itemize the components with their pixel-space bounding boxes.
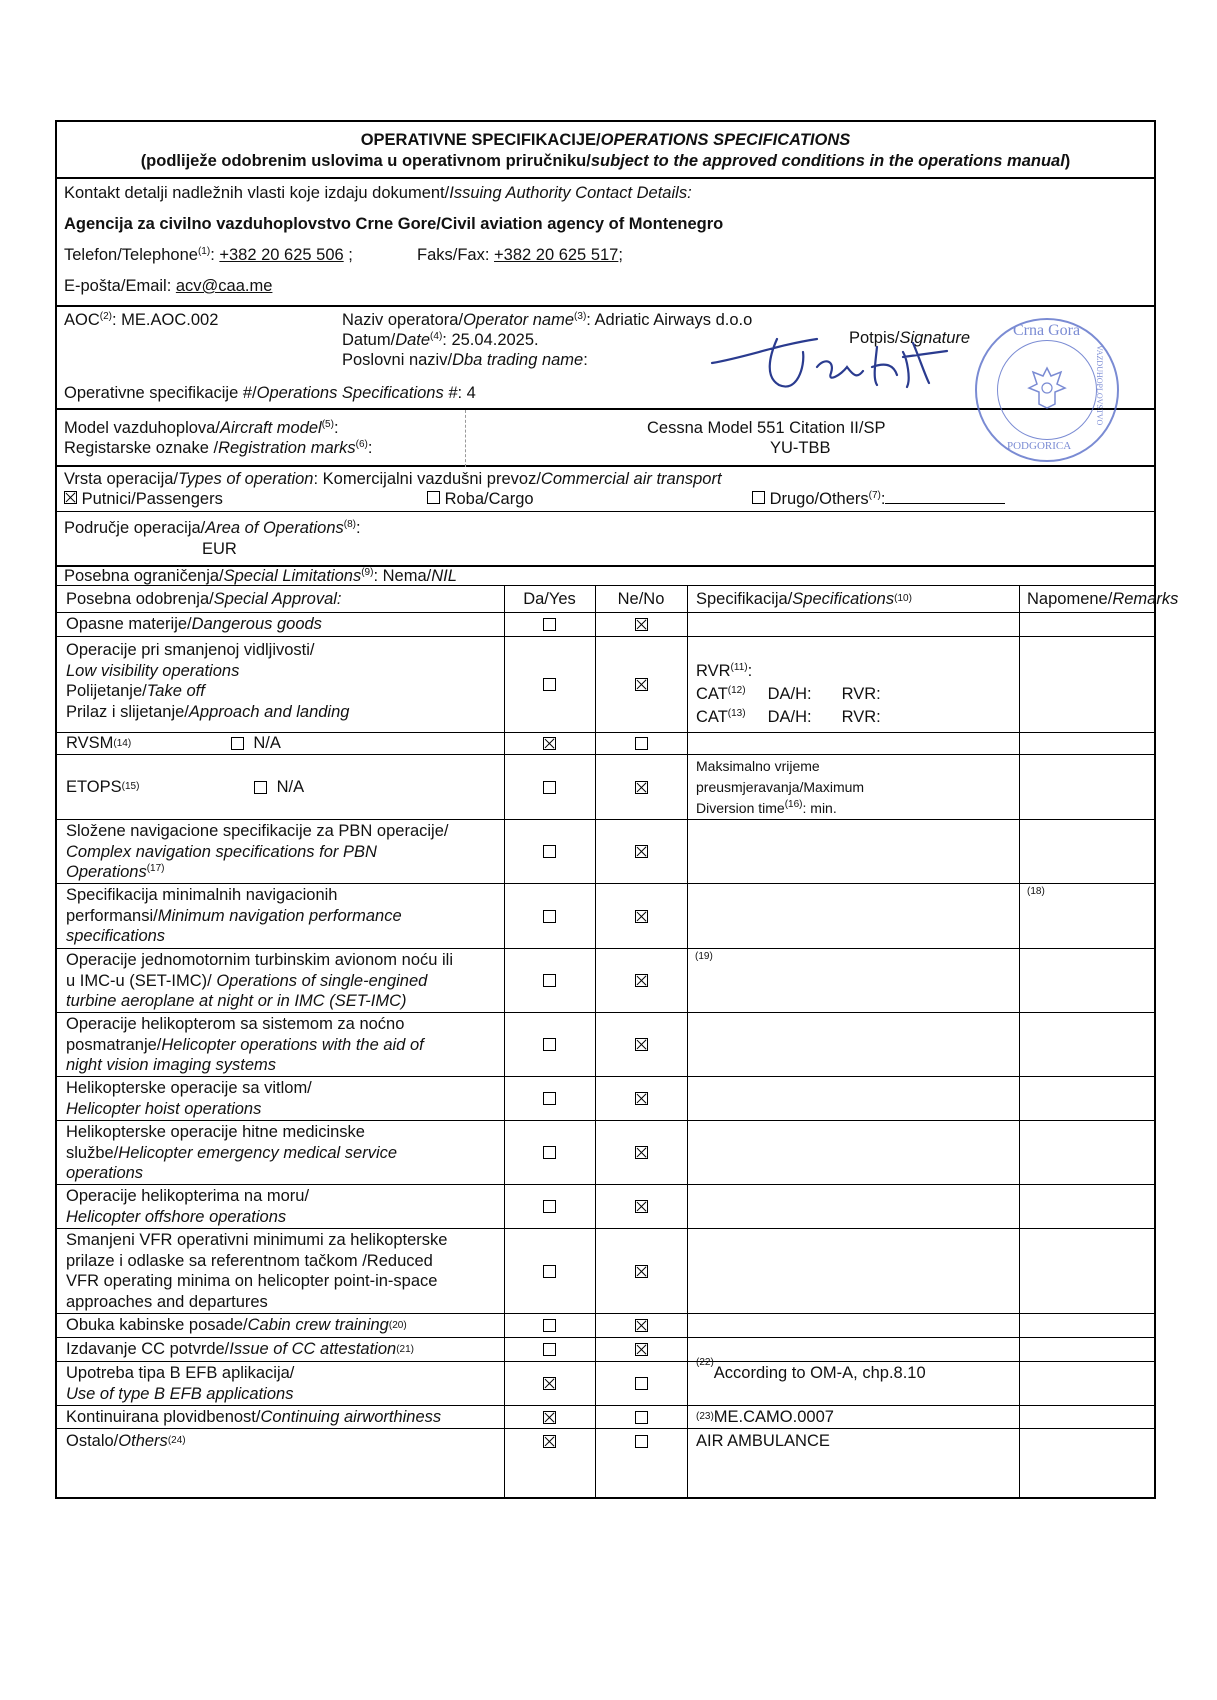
checkbox-checked-icon xyxy=(543,1435,556,1448)
others-checkbox-icon xyxy=(752,491,765,504)
email-link[interactable]: acv@caa.me xyxy=(175,277,273,295)
no-cell[interactable] xyxy=(595,884,687,948)
header-special-approval: Posebna odobrenja/ Special Approval: xyxy=(66,589,342,608)
approval-label: Ostalo/ Others (24) xyxy=(66,1431,186,1450)
checkbox-empty-icon xyxy=(635,1377,648,1390)
checkbox-empty-icon xyxy=(635,737,648,750)
approval-label xyxy=(57,1362,504,1405)
approval-line: Use of type B EFB applications xyxy=(66,1384,294,1403)
checkbox-checked-icon xyxy=(635,1092,648,1105)
approval-line: Smanjeni VFR operativni minimumi za helikopterske xyxy=(66,1231,448,1249)
table-row xyxy=(57,1121,1154,1185)
checkbox-empty-icon xyxy=(543,678,556,691)
approval-line: posmatranje/Helicopter operations with the aid of xyxy=(66,1035,424,1054)
yes-cell[interactable] xyxy=(504,1362,595,1405)
opspec-line: Operativne specifikacije #/Operations Specifications #: 4 xyxy=(64,384,476,402)
header-yes: Da/Yes xyxy=(523,590,576,608)
approval-line: Upotreba tipa B EFB aplikacija/ xyxy=(66,1364,295,1382)
table-row xyxy=(57,733,1154,755)
approval-line: Operacije pri smanjenoj vidljivosti/ xyxy=(66,641,315,659)
table-row xyxy=(57,1185,1154,1229)
table-row xyxy=(57,1229,1154,1314)
passengers-option[interactable]: Putnici/Passengers xyxy=(64,489,223,509)
eagle-emblem-icon xyxy=(1025,364,1069,412)
approval-line: turbine aeroplane at night or in IMC (SET-IMC) xyxy=(66,992,407,1010)
approval-line: operations xyxy=(66,1164,144,1182)
authority-contact-label: Kontakt detalji nadležnih vlasti koje izdaju dokument/Issuing Authority Contact Details: xyxy=(64,184,692,202)
checkbox-checked-icon xyxy=(635,1200,648,1213)
approval-line: approaches and departures xyxy=(66,1292,268,1311)
no-cell[interactable] xyxy=(595,755,687,819)
specification-cell: (22) According to OM-A, chp.8.10 xyxy=(696,1357,926,1382)
fax-link[interactable]: +382 20 625 517 xyxy=(494,246,619,264)
checkbox-checked-icon xyxy=(635,845,648,858)
no-cell[interactable] xyxy=(595,1185,687,1228)
approval-label xyxy=(57,637,504,732)
approval-label xyxy=(57,884,504,948)
no-cell[interactable] xyxy=(595,1013,687,1076)
spec-line: Maksimalno vrijeme xyxy=(696,758,820,774)
checkbox-empty-icon xyxy=(543,1146,556,1159)
checkbox-checked-icon xyxy=(543,1411,556,1424)
checkbox-empty-icon xyxy=(543,618,556,631)
yes-cell[interactable] xyxy=(504,1429,595,1453)
approval-line: Operacije jednomotornim turbinskim avionom noću ili xyxy=(66,951,454,969)
yes-cell[interactable] xyxy=(504,1077,595,1120)
table-row xyxy=(57,1314,1154,1338)
specification-cell: AIR AMBULANCE xyxy=(696,1431,830,1450)
approval-label xyxy=(57,1121,504,1184)
yes-cell[interactable] xyxy=(504,820,595,883)
table-row xyxy=(57,1077,1154,1121)
no-cell[interactable] xyxy=(595,613,687,636)
registration-label: Registarske oznake /Registration marks$^{(6)}$: xyxy=(64,439,373,457)
others-blank-line xyxy=(885,489,1005,504)
yes-cell[interactable] xyxy=(504,1406,595,1428)
authority-section xyxy=(57,179,1154,307)
area-section xyxy=(57,512,1154,567)
approval-label xyxy=(57,820,504,883)
approval-line: Low visibility operations xyxy=(66,661,240,680)
no-cell[interactable] xyxy=(595,1406,687,1428)
phone-line: Telefon/Telephone$^{(1)}$: +382 20 625 506 ; xyxy=(64,246,353,264)
no-cell[interactable] xyxy=(595,1314,687,1337)
no-cell[interactable] xyxy=(595,637,687,732)
approval-line: u IMC-u (SET-IMC)/ Operations of single-engined xyxy=(66,971,428,990)
yes-cell[interactable] xyxy=(504,613,595,636)
approval-line: specifications xyxy=(66,927,166,945)
table-row xyxy=(57,884,1154,949)
table-row xyxy=(57,613,1154,637)
signature-label: Potpis/Signature xyxy=(849,329,971,347)
checkbox-empty-icon xyxy=(635,1411,648,1424)
yes-cell[interactable] xyxy=(504,1013,595,1076)
phone-link[interactable]: +382 20 625 506 xyxy=(219,246,344,264)
specification-cell: (23) ME.CAMO.0007 xyxy=(696,1407,834,1426)
aircraft-model-label: Model vazduhoplova/Aircraft model$^{(5)}$: xyxy=(64,419,339,437)
checkbox-checked-icon xyxy=(543,1377,556,1390)
checkbox-checked-icon xyxy=(635,1343,648,1356)
checkbox-empty-icon xyxy=(543,781,556,794)
no-cell[interactable] xyxy=(595,1429,687,1453)
approval-label xyxy=(57,1229,504,1313)
yes-cell[interactable] xyxy=(504,1338,595,1361)
table-row xyxy=(57,1406,1154,1429)
table-row xyxy=(57,820,1154,884)
stamp-side-text: VAZDUHOPLOVSTVO xyxy=(1095,345,1104,426)
limitations-section xyxy=(57,567,1154,586)
approval-label xyxy=(57,1013,504,1076)
yes-cell[interactable] xyxy=(504,1185,595,1228)
aircraft-model-value: Cessna Model 551 Citation II/SP xyxy=(647,419,886,437)
checkbox-empty-icon xyxy=(543,845,556,858)
approval-line: Helikopterske operacije hitne medicinske xyxy=(66,1123,365,1141)
no-cell[interactable] xyxy=(595,1121,687,1184)
spec-reference: (19) xyxy=(695,951,713,962)
header-remarks: Napomene/ Remarks xyxy=(1027,589,1179,608)
specification-cell xyxy=(687,637,1019,732)
checkbox-empty-icon xyxy=(543,910,556,923)
form-subtitle: (podliježe odobrenim uslovima u operativnom priručniku/subject to the approved conditions in the operations manual) xyxy=(140,152,1071,170)
operator-name-line: Naziv operatora/Operator name$^{(3)}$: Adriatic Airways d.o.o xyxy=(342,311,753,329)
checkbox-checked-icon xyxy=(635,1319,648,1332)
cat-line: CAT$^{(12)}$ DA/H: RVR: xyxy=(696,685,881,703)
cargo-option[interactable]: Roba/Cargo xyxy=(427,489,534,509)
approval-line: Prilaz i slijetanje/Approach and landing xyxy=(66,702,350,721)
table-row xyxy=(57,949,1154,1013)
form-header xyxy=(57,122,1154,179)
cat-line: CAT$^{(13)}$ DA/H: RVR: xyxy=(696,708,881,726)
no-cell[interactable] xyxy=(595,1338,687,1361)
checkbox-empty-icon xyxy=(543,1343,556,1356)
checkbox-empty-icon xyxy=(635,1435,648,1448)
email-line: E-pošta/Email: acv@caa.me xyxy=(64,277,273,295)
checkbox-checked-icon xyxy=(543,737,556,750)
approval-line: Operations$^{(17)}$ xyxy=(66,863,165,881)
yes-cell[interactable] xyxy=(504,637,595,732)
approval-line: VFR operating minima on helicopter point-in-space xyxy=(66,1272,438,1290)
table-row xyxy=(57,637,1154,733)
no-cell[interactable] xyxy=(595,1077,687,1120)
fax-line: Faks/Fax: +382 20 625 517; xyxy=(417,246,623,264)
approval-label: Izdavanje CC potvrde/ Issue of CC attestation (21) xyxy=(66,1340,414,1359)
agency-name: Agencija za civilno vazduhoplovstvo Crne Gore/Civil aviation agency of Montenegro xyxy=(64,215,724,233)
checkbox-empty-icon xyxy=(543,1092,556,1105)
table-row xyxy=(57,1013,1154,1077)
spec-line: preusmjeravanja/Maximum xyxy=(696,779,865,795)
cargo-checkbox-icon xyxy=(427,491,440,504)
form-title: OPERATIVNE SPECIFIKACIJE/OPERATIONS SPECIFICATIONS xyxy=(360,131,851,149)
table-row xyxy=(57,1338,1154,1362)
operations-specifications-form xyxy=(55,120,1179,1499)
approval-line: Operacije helikopterom sa sistemom za noćno xyxy=(66,1015,405,1033)
no-cell[interactable] xyxy=(595,949,687,1012)
no-cell[interactable] xyxy=(595,1229,687,1313)
specification-cell xyxy=(687,755,1019,819)
checkbox-checked-icon xyxy=(635,1038,648,1051)
special-approvals-table xyxy=(57,586,1179,1498)
signature-image xyxy=(707,327,957,397)
checkbox-checked-icon xyxy=(635,974,648,987)
table-header-row xyxy=(57,586,1179,613)
approval-line: Helikopterske operacije sa vitlom/ xyxy=(66,1079,312,1097)
no-cell[interactable] xyxy=(595,1362,687,1405)
others-option[interactable]: Drugo/Others$^{(7)}$: xyxy=(752,489,1005,509)
remark-reference: (18) xyxy=(1027,886,1045,897)
yes-cell[interactable] xyxy=(504,1314,595,1337)
approval-line: night vision imaging systems xyxy=(66,1056,277,1074)
approval-label: ETOPS (15) N/A xyxy=(66,777,305,796)
approval-line: Polijetanje/Take off xyxy=(66,682,205,700)
na-checkbox-icon[interactable] xyxy=(231,737,244,750)
checkbox-checked-icon xyxy=(635,678,648,691)
approval-line: Specifikacija minimalnih navigacionih xyxy=(66,886,338,904)
checkbox-empty-icon xyxy=(543,1319,556,1332)
approval-line: Complex navigation specifications for PBN xyxy=(66,842,377,861)
approval-label: Opasne materije/ Dangerous goods xyxy=(66,615,322,634)
approval-label xyxy=(57,949,504,1012)
aoc-line: AOC$^{(2)}$: ME.AOC.002 xyxy=(64,311,219,329)
checkbox-empty-icon xyxy=(543,1038,556,1051)
official-stamp xyxy=(975,318,1119,462)
stamp-top-text: Crna Gora xyxy=(1013,322,1081,339)
registration-value: YU-TBB xyxy=(770,439,831,457)
operation-types-section xyxy=(57,467,1154,512)
approval-line: prilaze i odlaske sa referentnom tačkom /Reduced xyxy=(66,1251,433,1270)
yes-cell[interactable] xyxy=(504,1121,595,1184)
checkbox-checked-icon xyxy=(635,1265,648,1278)
stamp-bottom-text: PODGORICA xyxy=(1007,440,1072,452)
yes-cell[interactable] xyxy=(504,949,595,1012)
checkbox-checked-icon xyxy=(635,781,648,794)
date-line: Datum/Date$^{(4)}$: 25.04.2025. xyxy=(342,331,539,349)
area-value: EUR xyxy=(202,540,237,558)
approval-line: performansi/Minimum navigation performance xyxy=(66,906,402,925)
spec-line: Diversion time$^{(16)}$: min. xyxy=(696,799,837,816)
yes-cell[interactable] xyxy=(504,884,595,948)
no-cell[interactable] xyxy=(595,733,687,754)
no-cell[interactable] xyxy=(595,820,687,883)
limitations-line: Posebna ograničenja/Special Limitations$^{(9)}$: Nema/NIL xyxy=(64,567,457,585)
na-checkbox-icon[interactable] xyxy=(254,781,267,794)
approval-line: Složene navigacione specifikacije za PBN operacije/ xyxy=(66,822,449,840)
operation-types-line: Vrsta operacija/Types of operation: Komercijalni vazdušni prevoz/Commercial air transport xyxy=(64,470,722,488)
approval-line: službe/Helicopter emergency medical service xyxy=(66,1143,398,1162)
yes-cell[interactable] xyxy=(504,1229,595,1313)
table-row xyxy=(57,1429,1154,1453)
approval-label xyxy=(57,1077,504,1120)
header-no: Ne/No xyxy=(617,589,665,608)
table-row xyxy=(57,1357,1154,1406)
checkbox-checked-icon xyxy=(635,1146,648,1159)
header-specifications: Specifikacija/ Specifications (10) xyxy=(696,589,912,608)
checkbox-empty-icon xyxy=(543,1200,556,1213)
checkbox-empty-icon xyxy=(543,1265,556,1278)
rvr-line: RVR$^{(11)}$: xyxy=(696,662,753,680)
aircraft-divider xyxy=(465,410,466,467)
passengers-checkbox-checked-icon xyxy=(64,491,77,504)
approval-line: Operacije helikopterima na moru/ xyxy=(66,1187,310,1205)
checkbox-checked-icon xyxy=(635,910,648,923)
area-label: Područje operacija/Area of Operations$^{(8)}$: xyxy=(64,519,361,537)
approval-label: Obuka kabinske posade/ Cabin crew training (20) xyxy=(66,1316,407,1335)
approval-line: Helicopter hoist operations xyxy=(66,1099,262,1118)
yes-cell[interactable] xyxy=(504,733,595,754)
yes-cell[interactable] xyxy=(504,755,595,819)
checkbox-empty-icon xyxy=(543,974,556,987)
checkbox-checked-icon xyxy=(635,618,648,631)
table-row xyxy=(57,755,1154,820)
dba-line: Poslovni naziv/Dba trading name: xyxy=(342,351,588,369)
approval-label xyxy=(57,1185,504,1228)
approval-label: RVSM (14) N/A xyxy=(66,734,281,753)
approval-line: Helicopter offshore operations xyxy=(66,1207,287,1226)
approval-label: Kontinuirana plovidbenost/ Continuing airworthiness xyxy=(66,1407,442,1426)
